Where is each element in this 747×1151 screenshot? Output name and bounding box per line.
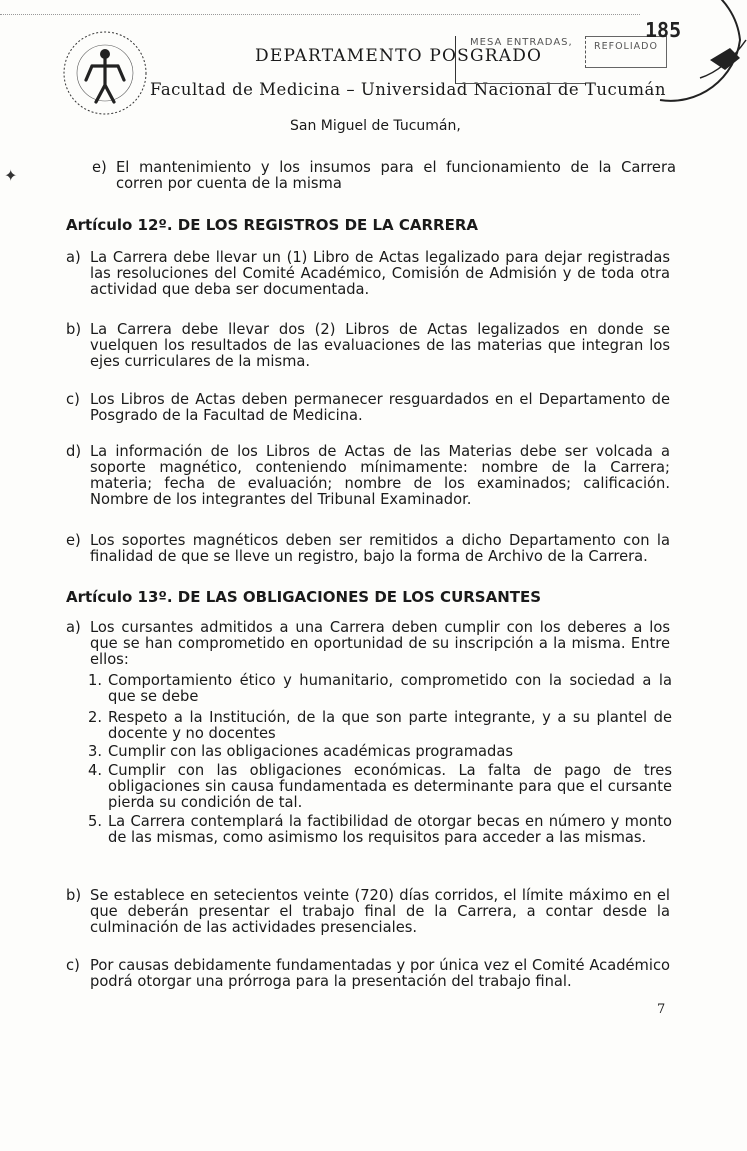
- entry-stamp: MESA ENTRADAS,: [455, 36, 585, 84]
- university-seal: [600, 0, 747, 110]
- faculty-logo: [62, 30, 148, 116]
- article-13-title: Artículo 13º. DE LAS OBLIGACIONES DE LOS CURSANTES: [66, 588, 542, 606]
- scan-top-border: [0, 14, 640, 15]
- place-line: San Miguel de Tucumán,: [290, 118, 461, 134]
- department-title: DEPARTAMENTO POSGRADO: [255, 46, 543, 66]
- margin-mark-icon: ✦: [4, 166, 18, 185]
- article-12-title: Artículo 12º. DE LOS REGISTROS DE LA CARRERA: [66, 216, 479, 234]
- faculty-line: Facultad de Medicina – Universidad Nacional de Tucumán: [150, 80, 667, 99]
- refoliado-stamp: REFOLIADO: [585, 36, 667, 68]
- page-number: 7: [657, 1002, 666, 1017]
- folio-number: 185: [645, 18, 682, 42]
- document-page: DEPARTAMENTO POSGRADO Facultad de Medicina – Universidad Nacional de Tucumán San Miguel de Tucumán, MESA ENTRADAS, REFOLIADO 185 ✦ e) El mantenimiento y los insumos para el funcionamiento de la Carrera corren por cuenta de la misma Artículo 12º. DE LOS REGISTROS DE LA CARRERA a) La Carrera debe llevar un (1) Libro de Actas legalizado para dejar registradas las resoluciones del Comité Académico, Comisión de Admisión y de toda otra actividad que deba ser documentada. b) La Carrera debe llevar dos (2) Libros de Actas legalizados en donde se vuelquen los resultados de las evaluaciones de las materias que integran los ejes curriculares de la misma. c) Los Libros de Actas deben permanecer resguardados en el Departamento de Posgrado de la Facultad de Medicina. d) La información de los Libros de Actas de las Materias debe ser volcada a soporte magnético, conteniendo mínimamente: nombre de la Carrera; materia; fecha de evaluación; nombre de los examinados; calificación. Nombre de los integrantes del Tribunal Examinador. e) Los soportes magnéticos deben ser remitidos a dicho Departamento con la finalidad de que se lleve un registro, bajo la forma de Archivo de la Carrera. Artículo 13º. DE LAS OBLIGACIONES DE LOS CURSANTES a) Los cursantes admitidos a una Carrera deben cumplir con los deberes a los que se han comprometido en oportunidad de su inscripción a la misma. Entre ellos: 1. Comportamiento ético y humanitario, comprometido con la sociedad a la que se debe 2. Respeto a la Institución, de la que son parte integrante, y a su plantel de docente y no docentes 3. Cumplir con las obligaciones académicas programadas 4. Cumplir con las obligaciones económicas. La falta de pago de tres obligaciones sin causa fundamentada es determinante para que el cursante pierda su condición de tal. 5. La Carrera contemplará la factibilidad de otorgar becas en número y monto de las mismas, como asimismo los requisitos para acceder a las mismas. b) Se establece en setecientos veinte (720) días corridos, el límite máximo en el que deberán presentar el trabajo final de la Carrera, a contar desde la culminación de las actividades presenciales. c) Por causas debidamente fundamentadas y por única vez el Comité Académico podrá otorgar una prórroga para la presentación del trabajo final. 7: [0, 0, 747, 1151]
